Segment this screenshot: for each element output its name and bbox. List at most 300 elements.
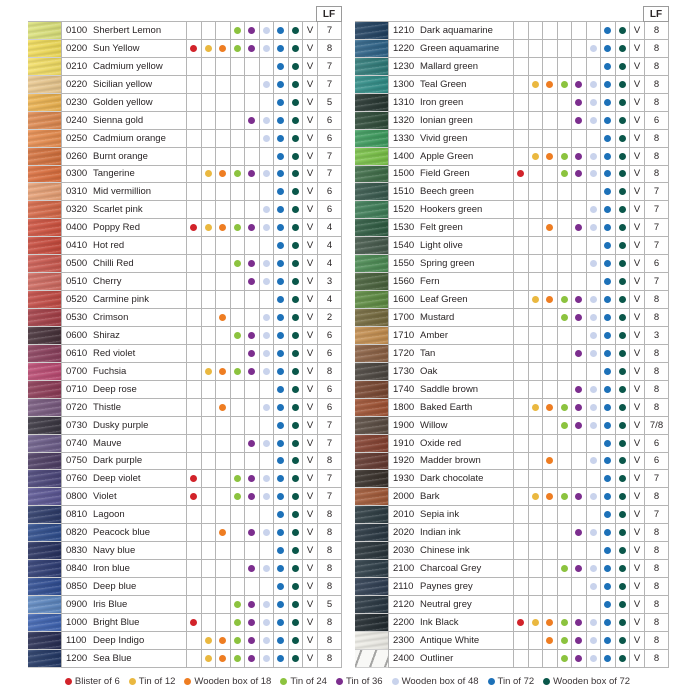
set-cell bbox=[274, 614, 289, 632]
set-cell bbox=[260, 345, 275, 363]
set-cell bbox=[543, 399, 558, 417]
set-dot-icon bbox=[277, 529, 284, 536]
v-cell: V bbox=[303, 327, 318, 345]
set-cell bbox=[260, 650, 275, 668]
set-cell bbox=[529, 560, 544, 578]
set-cell bbox=[514, 399, 529, 417]
set-cell bbox=[529, 273, 544, 291]
set-cell bbox=[216, 614, 231, 632]
set-dot-icon bbox=[292, 278, 299, 285]
set-dot-icon bbox=[219, 404, 226, 411]
set-cell bbox=[260, 560, 275, 578]
set-cell bbox=[245, 291, 260, 309]
set-cell bbox=[514, 506, 529, 524]
set-cell bbox=[216, 40, 231, 58]
v-cell: V bbox=[630, 148, 645, 166]
set-cell bbox=[260, 488, 275, 506]
set-cell bbox=[289, 435, 304, 453]
v-cell: V bbox=[630, 632, 645, 650]
set-dot-icon bbox=[277, 511, 284, 518]
set-cell bbox=[558, 201, 573, 219]
set-cell bbox=[289, 130, 304, 148]
set-dot-icon bbox=[604, 655, 611, 662]
set-cell bbox=[202, 506, 217, 524]
set-cell bbox=[572, 76, 587, 94]
colour-code: 1520 bbox=[393, 204, 415, 216]
set-cell bbox=[289, 506, 304, 524]
colour-code: 0230 bbox=[66, 96, 88, 108]
lightfastness-value: 7 bbox=[645, 506, 669, 524]
color-swatch bbox=[355, 650, 388, 668]
set-dot-icon bbox=[277, 637, 284, 644]
set-cell bbox=[216, 130, 231, 148]
set-cell bbox=[289, 201, 304, 219]
set-dot-icon bbox=[248, 170, 255, 177]
colour-name: Paynes grey bbox=[420, 581, 473, 593]
set-dot-icon bbox=[292, 99, 299, 106]
set-dot-icon bbox=[619, 422, 626, 429]
set-dot-icon bbox=[277, 655, 284, 662]
set-cell bbox=[216, 506, 231, 524]
set-cell bbox=[216, 435, 231, 453]
set-cell bbox=[289, 363, 304, 381]
set-cell bbox=[231, 291, 246, 309]
name-cell bbox=[388, 470, 514, 488]
table-row bbox=[28, 345, 342, 363]
set-dot-icon bbox=[590, 45, 597, 52]
set-cell bbox=[572, 58, 587, 76]
set-cell bbox=[529, 130, 544, 148]
set-dot-icon bbox=[292, 565, 299, 572]
set-dot-icon bbox=[292, 153, 299, 160]
lf-header bbox=[643, 6, 669, 22]
set-cell bbox=[616, 560, 631, 578]
set-cell bbox=[187, 650, 202, 668]
set-cell bbox=[601, 470, 616, 488]
lightfastness-value: 8 bbox=[645, 345, 669, 363]
set-cell bbox=[245, 417, 260, 435]
colour-code: 1500 bbox=[393, 168, 415, 180]
color-swatch bbox=[28, 453, 61, 471]
colour-name: Oxide red bbox=[420, 437, 462, 449]
set-cell bbox=[514, 22, 529, 40]
colour-code: 2110 bbox=[393, 581, 414, 593]
name-cell bbox=[61, 76, 187, 94]
set-cell bbox=[216, 309, 231, 327]
set-dot-icon bbox=[604, 422, 611, 429]
table-row bbox=[28, 291, 342, 309]
set-dot-icon bbox=[619, 170, 626, 177]
set-dot-icon bbox=[561, 81, 568, 88]
color-swatch bbox=[28, 417, 61, 435]
name-cell bbox=[61, 453, 187, 471]
v-cell: V bbox=[630, 76, 645, 94]
set-dot-icon bbox=[263, 314, 270, 321]
set-dot-icon bbox=[532, 619, 539, 626]
set-dot-icon bbox=[292, 422, 299, 429]
set-cell bbox=[274, 166, 289, 184]
set-cell bbox=[543, 148, 558, 166]
set-cell bbox=[216, 345, 231, 363]
table-row bbox=[28, 381, 342, 399]
set-dot-icon bbox=[277, 332, 284, 339]
set-dot-icon bbox=[575, 296, 582, 303]
set-dot-icon bbox=[590, 260, 597, 267]
set-cell bbox=[216, 327, 231, 345]
v-cell: V bbox=[303, 632, 318, 650]
color-swatch bbox=[28, 183, 61, 201]
set-dot-icon bbox=[604, 153, 611, 160]
name-cell bbox=[61, 183, 187, 201]
table-row bbox=[28, 650, 342, 668]
set-dot-icon bbox=[546, 619, 553, 626]
table-row bbox=[28, 453, 342, 471]
set-cell bbox=[616, 345, 631, 363]
set-dot-icon bbox=[277, 260, 284, 267]
table-row bbox=[355, 273, 669, 291]
set-dot-icon bbox=[277, 422, 284, 429]
lightfastness-value: 7 bbox=[318, 417, 342, 435]
color-swatch bbox=[28, 76, 61, 94]
set-cell bbox=[245, 130, 260, 148]
set-cell bbox=[514, 614, 529, 632]
colour-name: Deep blue bbox=[93, 581, 137, 593]
table-row bbox=[28, 327, 342, 345]
colour-name: Neutral grey bbox=[420, 598, 472, 610]
set-cell bbox=[558, 40, 573, 58]
color-swatch bbox=[355, 22, 388, 40]
set-dot-icon bbox=[619, 81, 626, 88]
table-row bbox=[355, 112, 669, 130]
set-cell bbox=[529, 417, 544, 435]
set-cell bbox=[187, 219, 202, 237]
v-cell: V bbox=[630, 453, 645, 471]
set-dot-icon bbox=[292, 637, 299, 644]
name-cell bbox=[61, 596, 187, 614]
color-swatch bbox=[355, 399, 388, 417]
v-cell: V bbox=[303, 94, 318, 112]
colour-code: 1220 bbox=[393, 42, 415, 54]
set-cell bbox=[514, 632, 529, 650]
set-cell bbox=[245, 614, 260, 632]
set-cell bbox=[274, 273, 289, 291]
color-swatch bbox=[28, 148, 61, 166]
colour-code: 0820 bbox=[66, 527, 88, 539]
set-cell bbox=[543, 273, 558, 291]
set-cell bbox=[202, 470, 217, 488]
set-cell bbox=[231, 273, 246, 291]
set-dot-icon bbox=[263, 81, 270, 88]
set-cell bbox=[260, 614, 275, 632]
set-cell bbox=[558, 614, 573, 632]
set-dot-icon bbox=[619, 457, 626, 464]
table-row bbox=[28, 201, 342, 219]
table-row bbox=[28, 273, 342, 291]
set-dot-icon bbox=[604, 440, 611, 447]
set-cell bbox=[587, 183, 602, 201]
legend-label: Wooden box of 18 bbox=[194, 676, 272, 687]
set-cell bbox=[601, 40, 616, 58]
color-swatch bbox=[355, 273, 388, 291]
v-cell: V bbox=[630, 112, 645, 130]
set-dot-icon bbox=[604, 350, 611, 357]
colour-code: 1300 bbox=[393, 78, 415, 90]
name-cell bbox=[388, 148, 514, 166]
set-dot-icon bbox=[277, 457, 284, 464]
lightfastness-value: 8 bbox=[645, 381, 669, 399]
set-cell bbox=[274, 130, 289, 148]
color-swatch bbox=[355, 435, 388, 453]
set-cell bbox=[187, 166, 202, 184]
set-cell bbox=[202, 22, 217, 40]
set-cell bbox=[216, 112, 231, 130]
set-cell bbox=[289, 345, 304, 363]
color-swatch bbox=[355, 542, 388, 560]
color-swatch bbox=[28, 488, 61, 506]
set-cell bbox=[245, 524, 260, 542]
set-dot-icon bbox=[292, 601, 299, 608]
set-dot-icon bbox=[561, 619, 568, 626]
v-cell: V bbox=[303, 255, 318, 273]
name-cell bbox=[61, 542, 187, 560]
set-cell bbox=[289, 255, 304, 273]
set-cell bbox=[514, 524, 529, 542]
set-cell bbox=[601, 130, 616, 148]
legend-dot-icon bbox=[129, 678, 136, 685]
lightfastness-value: 6 bbox=[645, 255, 669, 273]
colour-code: 0600 bbox=[66, 329, 88, 341]
set-cell bbox=[572, 148, 587, 166]
set-cell bbox=[514, 130, 529, 148]
set-cell bbox=[587, 219, 602, 237]
set-cell bbox=[529, 237, 544, 255]
set-cell bbox=[231, 417, 246, 435]
color-swatch bbox=[355, 506, 388, 524]
set-dot-icon bbox=[619, 368, 626, 375]
colour-name: Iron blue bbox=[93, 563, 130, 575]
color-table-right bbox=[355, 6, 669, 668]
set-dot-icon bbox=[590, 655, 597, 662]
set-cell bbox=[202, 255, 217, 273]
set-cell bbox=[616, 417, 631, 435]
set-dot-icon bbox=[277, 27, 284, 34]
set-cell bbox=[260, 130, 275, 148]
set-dot-icon bbox=[277, 63, 284, 70]
colour-code: 2000 bbox=[393, 491, 415, 503]
set-cell bbox=[289, 488, 304, 506]
set-cell bbox=[514, 309, 529, 327]
set-cell bbox=[601, 183, 616, 201]
set-dot-icon bbox=[292, 350, 299, 357]
color-swatch bbox=[28, 345, 61, 363]
color-swatch bbox=[28, 650, 61, 668]
set-cell bbox=[587, 22, 602, 40]
set-dot-icon bbox=[619, 440, 626, 447]
set-cell bbox=[572, 219, 587, 237]
set-dot-icon bbox=[277, 45, 284, 52]
name-cell bbox=[61, 381, 187, 399]
set-cell bbox=[601, 309, 616, 327]
set-cell bbox=[231, 381, 246, 399]
set-dot-icon bbox=[604, 260, 611, 267]
set-cell bbox=[274, 327, 289, 345]
set-cell bbox=[231, 237, 246, 255]
colour-name: Violet bbox=[93, 491, 117, 503]
set-dot-icon bbox=[219, 314, 226, 321]
v-cell: V bbox=[630, 363, 645, 381]
set-cell bbox=[216, 417, 231, 435]
v-cell: V bbox=[630, 22, 645, 40]
set-dot-icon bbox=[575, 350, 582, 357]
set-cell bbox=[616, 488, 631, 506]
set-cell bbox=[202, 542, 217, 560]
set-dot-icon bbox=[619, 188, 626, 195]
set-cell bbox=[601, 58, 616, 76]
set-cell bbox=[202, 219, 217, 237]
v-cell: V bbox=[630, 327, 645, 345]
set-cell bbox=[514, 363, 529, 381]
set-dot-icon bbox=[263, 440, 270, 447]
set-cell bbox=[274, 578, 289, 596]
lightfastness-value: 8 bbox=[318, 453, 342, 471]
set-dot-icon bbox=[234, 332, 241, 339]
lightfastness-value: 7 bbox=[645, 201, 669, 219]
table-row bbox=[28, 40, 342, 58]
table-row bbox=[28, 542, 342, 560]
set-cell bbox=[289, 578, 304, 596]
v-cell: V bbox=[303, 560, 318, 578]
set-dot-icon bbox=[292, 583, 299, 590]
set-cell bbox=[601, 201, 616, 219]
set-cell bbox=[202, 560, 217, 578]
set-dot-icon bbox=[546, 153, 553, 160]
set-cell bbox=[616, 219, 631, 237]
set-dot-icon bbox=[590, 619, 597, 626]
set-cell bbox=[558, 130, 573, 148]
colour-name: Sepia ink bbox=[420, 509, 460, 521]
set-cell bbox=[572, 632, 587, 650]
lightfastness-value: 7 bbox=[645, 219, 669, 237]
colour-code: 1730 bbox=[393, 365, 415, 377]
set-cell bbox=[572, 166, 587, 184]
table-row bbox=[28, 255, 342, 273]
name-cell bbox=[61, 417, 187, 435]
table-row bbox=[28, 309, 342, 327]
set-cell bbox=[274, 22, 289, 40]
set-dot-icon bbox=[263, 350, 270, 357]
lightfastness-value: 8 bbox=[645, 58, 669, 76]
set-cell bbox=[289, 453, 304, 471]
set-cell bbox=[543, 76, 558, 94]
colour-code: 0310 bbox=[66, 186, 88, 198]
v-cell: V bbox=[303, 506, 318, 524]
set-cell bbox=[187, 399, 202, 417]
set-dot-icon bbox=[292, 619, 299, 626]
colour-name: Cadmium yellow bbox=[93, 60, 163, 72]
set-dot-icon bbox=[619, 493, 626, 500]
v-cell: V bbox=[630, 183, 645, 201]
set-cell bbox=[616, 58, 631, 76]
legend-dot-icon bbox=[65, 678, 72, 685]
lightfastness-value: 6 bbox=[318, 381, 342, 399]
set-dot-icon bbox=[277, 314, 284, 321]
colour-name: Ionian green bbox=[420, 114, 473, 126]
set-cell bbox=[260, 399, 275, 417]
set-cell bbox=[202, 435, 217, 453]
table-row bbox=[355, 506, 669, 524]
colour-code: 1100 bbox=[66, 634, 87, 646]
colour-code: 0760 bbox=[66, 473, 88, 485]
set-cell bbox=[260, 363, 275, 381]
set-dot-icon bbox=[292, 260, 299, 267]
set-dot-icon bbox=[604, 583, 611, 590]
set-cell bbox=[543, 560, 558, 578]
set-dot-icon bbox=[277, 99, 284, 106]
lightfastness-value: 3 bbox=[645, 327, 669, 345]
table-row bbox=[28, 58, 342, 76]
set-dot-icon bbox=[590, 314, 597, 321]
lightfastness-value: 8 bbox=[645, 399, 669, 417]
name-cell bbox=[388, 453, 514, 471]
lightfastness-value: 8 bbox=[318, 650, 342, 668]
set-dot-icon bbox=[292, 655, 299, 662]
name-cell bbox=[61, 94, 187, 112]
set-cell bbox=[231, 506, 246, 524]
table-row bbox=[355, 237, 669, 255]
set-cell bbox=[245, 381, 260, 399]
set-cell bbox=[260, 148, 275, 166]
set-cell bbox=[543, 183, 558, 201]
set-cell bbox=[543, 130, 558, 148]
colour-code: 0740 bbox=[66, 437, 88, 449]
table-row bbox=[355, 650, 669, 668]
set-cell bbox=[529, 435, 544, 453]
set-cell bbox=[616, 76, 631, 94]
colour-name: Sun Yellow bbox=[93, 42, 140, 54]
name-cell bbox=[388, 219, 514, 237]
color-swatch bbox=[355, 201, 388, 219]
set-dot-icon bbox=[277, 368, 284, 375]
set-cell bbox=[231, 524, 246, 542]
set-cell bbox=[587, 201, 602, 219]
set-cell bbox=[187, 130, 202, 148]
set-cell bbox=[289, 614, 304, 632]
set-cell bbox=[202, 166, 217, 184]
set-dot-icon bbox=[263, 404, 270, 411]
set-cell bbox=[558, 327, 573, 345]
set-cell bbox=[274, 470, 289, 488]
set-dot-icon bbox=[604, 63, 611, 70]
set-cell bbox=[260, 255, 275, 273]
set-cell bbox=[587, 506, 602, 524]
colour-name: Dark chocolate bbox=[420, 473, 484, 485]
v-cell: V bbox=[303, 291, 318, 309]
colour-code: 1000 bbox=[66, 616, 88, 628]
set-cell bbox=[558, 291, 573, 309]
set-cell bbox=[274, 542, 289, 560]
set-dot-icon bbox=[292, 529, 299, 536]
colour-name: Carmine pink bbox=[93, 294, 149, 306]
v-cell: V bbox=[303, 381, 318, 399]
set-dot-icon bbox=[219, 529, 226, 536]
color-swatch bbox=[355, 130, 388, 148]
name-cell bbox=[61, 399, 187, 417]
color-swatch bbox=[355, 291, 388, 309]
set-dot-icon bbox=[234, 45, 241, 52]
set-dot-icon bbox=[532, 81, 539, 88]
colour-name: Thistle bbox=[93, 401, 121, 413]
v-cell: V bbox=[303, 596, 318, 614]
